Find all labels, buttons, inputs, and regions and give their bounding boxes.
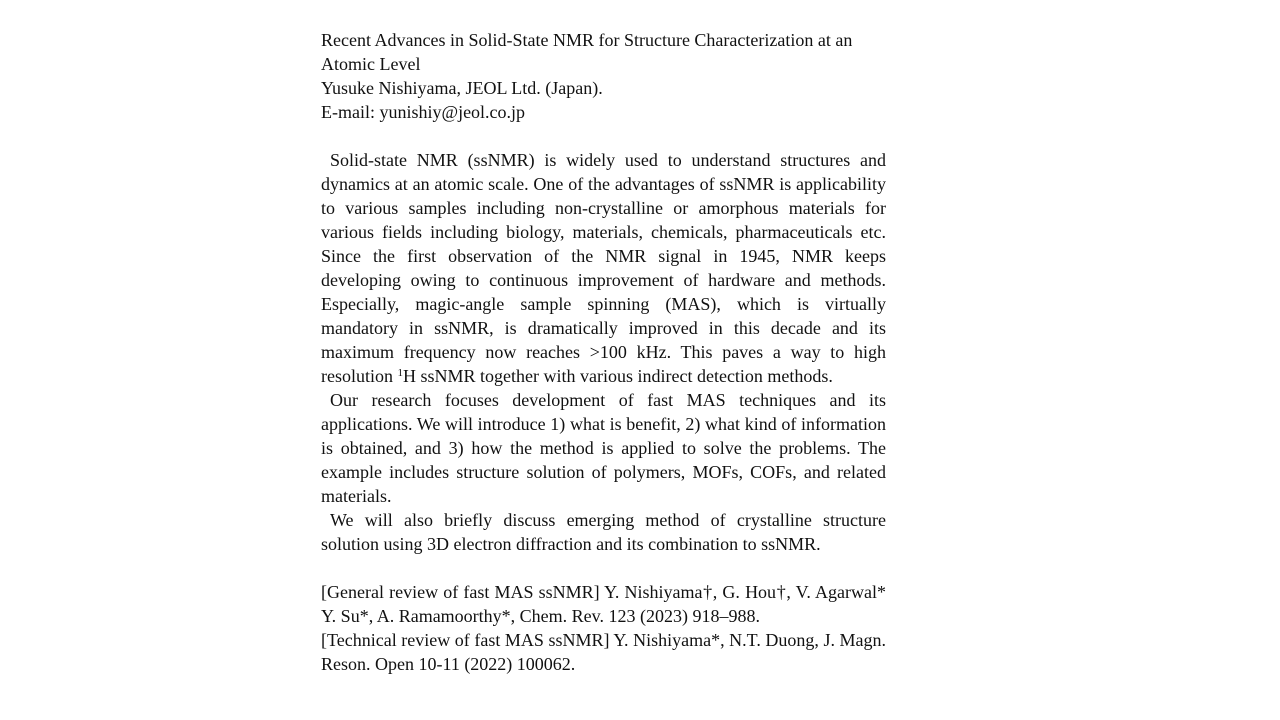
paragraph-intro [321,148,886,388]
abstract-title: Recent Advances in Solid-State NMR for Structure Characterization at an Atomic Level [321,30,853,74]
abstract-column [321,28,886,676]
paragraph-research: Our research focuses development of fast MAS techniques and its applications. We will introduce 1) what is benefit, 2) what kind of information is obtained, and 3) how the method is applied to solve the problems. The example includes structure solution of polymers, MOFs, COFs, and related materials. [321,390,886,506]
author-line: Yusuke Nishiyama, JEOL Ltd. (Japan). [321,78,603,98]
spacer [321,124,886,148]
reference-general-review: [General review of fast MAS ssNMR] Y. Nishiyama†, G. Hou†, V. Agarwal* Y. Su*, A. Ramamoorthy*, Chem. Rev. 123 (2023) 918–988. [321,582,886,626]
paragraph-emerging: We will also briefly discuss emerging method of crystalline structure solution using 3D electron diffraction and its combination to ssNMR. [321,510,886,554]
paragraph-intro-text: Solid-state NMR (ssNMR) is widely used to understand structures and dynamics at an atomic scale. One of the advantages of ssNMR is applicability to various samples including non-crystalline or amorphous materials for various fields including biology, materials, chemicals, pharmaceuticals etc. Since the first observation of the NMR signal in 1945, NMR keeps developing owing to continuous improvement of hardware and methods. Especially, magic-angle sample spinning (MAS), which is virtually mandatory in ssNMR, is dramatically improved in this decade and its maximum frequency now reaches >100 kHz. This paves a way to high resolution [321,150,886,386]
superscript-one: 1 [397,367,403,379]
email-line: E-mail: yunishiy@jeol.co.jp [321,102,526,122]
reference-technical-review: [Technical review of fast MAS ssNMR] Y. Nishiyama*, N.T. Duong, J. Magn. Reson. Open 10-11 (2022) 100062. [321,630,886,674]
spacer [321,556,886,580]
paragraph-intro-text-end: H ssNMR together with various indirect detection methods. [403,366,833,386]
